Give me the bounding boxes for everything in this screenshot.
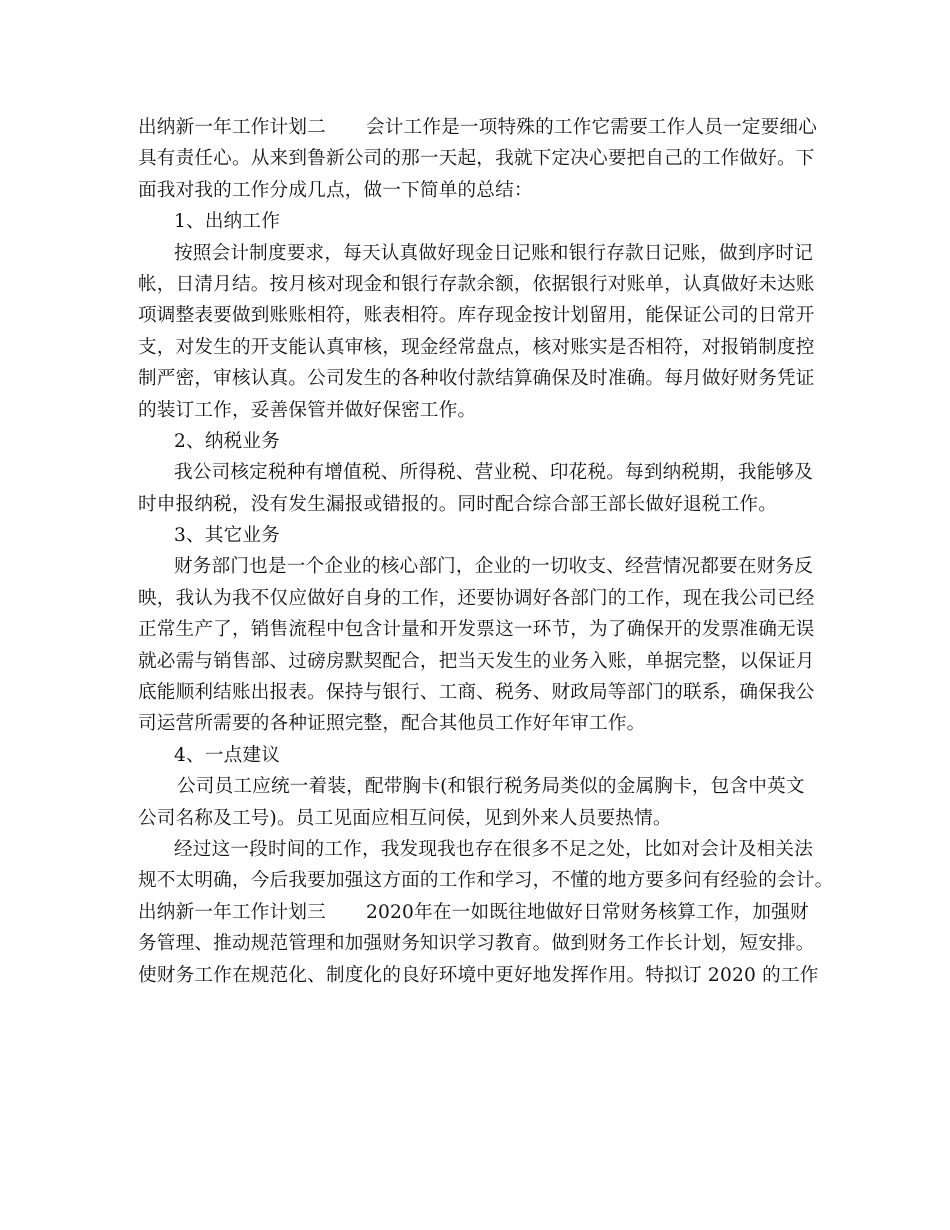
subheading-cashier-work: 1、出纳工作	[174, 211, 280, 233]
paragraph-line: 项调整表要做到账账相符，账表相符。库存现金按计划留用，能保证公司的日常开	[138, 305, 815, 327]
paragraph-line: 财务部门也是一个企业的核心部门，企业的一切收支、经营情况都要在财务反	[174, 556, 813, 578]
paragraph-line: 就必需与销售部、过磅房默契配合，把当天发生的业务入账，单据完整，以保证月	[138, 650, 815, 672]
paragraph-line: 具有责任心。从来到鲁新公司的那一天起，我就下定决心要把自己的工作做好。下	[138, 148, 815, 170]
paragraph-line: 使财务工作在规范化、制度化的良好环境中更好地发挥作用。特拟订 2020 的工作	[138, 964, 819, 986]
subheading-other-business: 3、其它业务	[174, 525, 280, 547]
paragraph-line: 底能顺利结账出报表。保持与银行、工商、税务、财政局等部门的联系，确保我公	[138, 682, 815, 704]
subheading-tax-business: 2、纳税业务	[174, 430, 280, 452]
paragraph-line: 映，我认为我不仅应做好自身的工作，还要协调好各部门的工作，现在我公司已经	[138, 587, 815, 609]
heading-plan-two-line	[138, 112, 828, 143]
paragraph-line: 时申报纳税，没有发生漏报或错报的。同时配合综合部王部长做好退税工作。	[138, 493, 777, 515]
paragraph-line: 正常生产了，销售流程中包含计量和开发票这一环节，为了确保开的发票准确无误	[138, 619, 815, 641]
paragraph-line: 务管理、推动规范管理和加强财务知识学习教育。做到财务工作长计划，短安排。	[138, 933, 815, 955]
paragraph-line: 我公司核定税种有增值税、所得税、营业税、印花税。每到纳税期，我能够及	[174, 462, 813, 484]
paragraph-line: 经过这一段时间的工作，我发现我也存在很多不足之处，比如对会计及相关法	[174, 838, 813, 860]
section-heading: 出纳新一年工作计划二	[138, 117, 326, 138]
section-heading: 出纳新一年工作计划三	[138, 901, 326, 923]
document-body	[138, 112, 834, 991]
paragraph-line: 帐，日清月结。按月核对现金和银行存款余额，依据银行对账单，认真做好未达账	[138, 273, 815, 295]
paragraph-line: 规不太明确，今后我要加强这方面的工作和学习，不懂的地方要多问有经验的会计。	[138, 870, 834, 892]
paragraph-text: 2020年在一如既往地做好日常财务核算工作，加强财	[365, 901, 809, 923]
paragraph-line: 支，对发生的开支能认真审核，现金经常盘点，核对账实是否相符，对报销制度控	[138, 336, 815, 358]
paragraph-line: 司运营所需要的各种证照完整，配合其他员工作好年审工作。	[138, 713, 646, 735]
paragraph-line: 公司员工应统一着装，配带胸卡(和银行税务局类似的金属胸卡，包含中英文	[177, 776, 805, 798]
paragraph-line: 按照会计制度要求，每天认真做好现金日记账和银行存款日记账，做到序时记	[174, 242, 813, 264]
paragraph-line: 制严密，审核认真。公司发生的各种收付款结算确保及时准确。每月做好财务凭证	[138, 368, 815, 390]
paragraph-line: 的装订工作，妥善保管并做好保密工作。	[138, 399, 477, 421]
paragraph-text: 会计工作是一项特殊的工作它需要工作人员一定要细心	[365, 117, 818, 138]
paragraph-line: 面我对我的工作分成几点，做一下简单的总结：	[138, 179, 533, 201]
subheading-suggestion: 4、一点建议	[174, 744, 280, 766]
heading-plan-three-line	[138, 897, 828, 928]
paragraph-line: 公司名称及工号)。员工见面应相互问侯，见到外来人员要热情。	[138, 807, 672, 829]
